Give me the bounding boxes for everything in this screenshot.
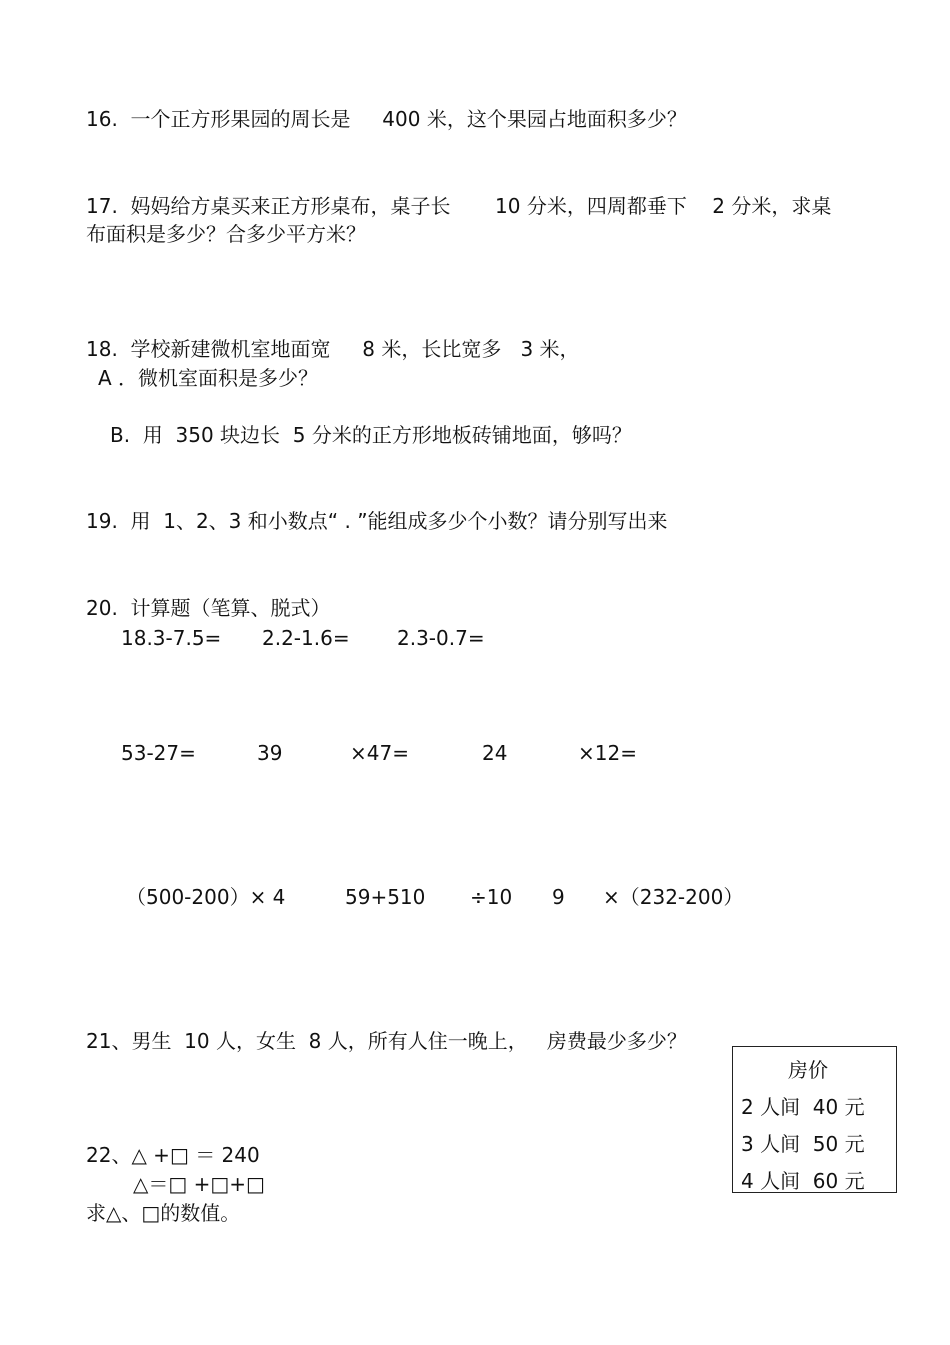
price-table-row: 2 人间 40 元 (741, 1095, 865, 1119)
question-18-line-1: 18. 学校新建微机室地面宽 8 米，长比宽多 3 米， (86, 337, 580, 361)
question-21: 21、男生 10 人，女生 8 人，所有人住一晚上， 房费最少多少？ (86, 1029, 687, 1053)
price-table-header: 房价 (788, 1058, 828, 1082)
question-19: 19. 用 1、2、3 和小数点“ . ”能组成多少个小数？请分别写出来 (86, 509, 668, 533)
price-table-row: 4 人间 60 元 (741, 1169, 865, 1193)
calc-item: （500-200）× 4 (126, 885, 286, 909)
calc-item: 2.3-0.7= (397, 626, 485, 650)
question-22-line-2: △＝□ +□+□ (133, 1172, 265, 1196)
calc-item: 9 (552, 885, 565, 909)
question-16: 16. 一个正方形果园的周长是 400 米，这个果园占地面积多少？ (86, 107, 687, 131)
calc-item: 18.3-7.5= (121, 626, 222, 650)
question-20-title: 20. 计算题（笔算、脱式） (86, 596, 331, 620)
question-18-part-a: A ．微机室面积是多少？ (98, 366, 319, 390)
calc-item: ×12= (578, 741, 637, 765)
calc-item: 39 (257, 741, 283, 765)
calc-item: ×47= (350, 741, 409, 765)
question-17-line-2: 布面积是多少？合多少平方米？ (86, 222, 366, 246)
calc-item: ÷10 (470, 885, 513, 909)
calc-item: ×（232-200） (603, 885, 744, 909)
calc-item: 2.2-1.6= (262, 626, 350, 650)
question-17-line-1: 17. 妈妈给方桌买来正方形桌布，桌子长 10 分米，四周都垂下 2 分米，求桌 (86, 194, 832, 218)
calc-item: 59+510 (345, 885, 426, 909)
price-table-row: 3 人间 50 元 (741, 1132, 865, 1156)
question-22-line-3: 求△、□的数值。 (86, 1201, 241, 1225)
price-table (732, 1046, 897, 1193)
question-22-line-1: 22、△ +□ ＝ 240 (86, 1143, 260, 1167)
calc-item: 53-27= (121, 741, 196, 765)
calc-item: 24 (482, 741, 508, 765)
question-18-part-b: B. 用 350 块边长 5 分米的正方形地板砖铺地面，够吗？ (110, 423, 632, 447)
